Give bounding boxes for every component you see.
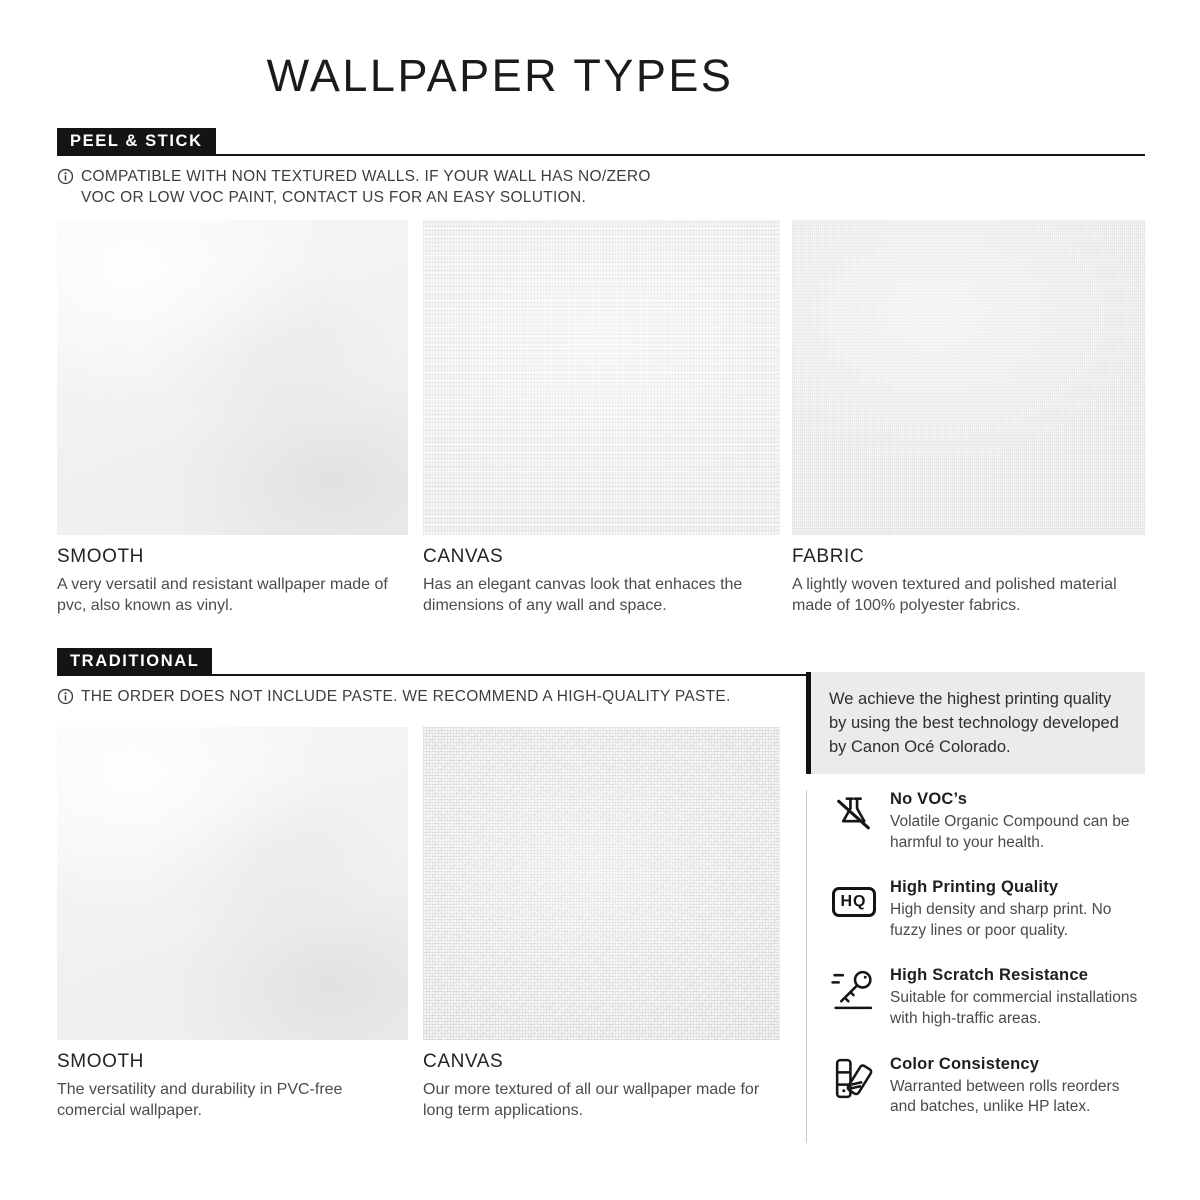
smooth-texture-sample xyxy=(57,727,408,1040)
caption xyxy=(792,546,1145,616)
caption xyxy=(423,1051,780,1121)
traditional-note xyxy=(57,687,731,708)
feature-color-consistency xyxy=(830,1055,1145,1118)
canvas-texture-sample xyxy=(423,220,780,535)
caption xyxy=(423,546,780,616)
feature-text xyxy=(890,790,1145,853)
swatch-name: FABRIC xyxy=(792,546,865,567)
peel-stick-canvas-column xyxy=(423,220,780,616)
feature-title: High Printing Quality xyxy=(890,878,1059,897)
swatch-description: The versatility and durability in PVC-free comercial wallpaper. xyxy=(57,1081,343,1120)
printing-quality-quote: We achieve the highest printing quality by using the best technology developed by Canon Océ Colorado. xyxy=(806,672,1145,774)
info-icon xyxy=(57,688,74,705)
feature-scratch-resistance xyxy=(830,966,1145,1029)
caption xyxy=(57,1051,408,1121)
peel-stick-note xyxy=(57,167,661,209)
feature-title: High Scratch Resistance xyxy=(890,966,1089,985)
feature-title: Color Consistency xyxy=(890,1054,1040,1073)
color-swatches-icon xyxy=(830,1055,877,1102)
peel-stick-section-header xyxy=(57,128,1145,156)
page-title: WALLPAPER TYPES xyxy=(266,50,734,101)
hq-badge-label: HQ xyxy=(832,887,876,917)
feature-text xyxy=(890,1055,1145,1118)
swatch-description: A lightly woven textured and polished material made of 100% polyester fabrics. xyxy=(792,576,1117,615)
hq-badge-icon xyxy=(830,878,877,925)
feature-list xyxy=(806,790,1145,1143)
feature-text xyxy=(890,966,1145,1029)
canvas-texture-sample xyxy=(423,727,780,1040)
info-icon xyxy=(57,168,74,185)
swatch-name: SMOOTH xyxy=(57,1051,144,1072)
feature-description: Warranted between rolls reorders and batches, unlike HP latex. xyxy=(890,1077,1120,1116)
feature-description: Suitable for commercial installations with high-traffic areas. xyxy=(890,989,1138,1028)
swatch-name: CANVAS xyxy=(423,1051,504,1072)
traditional-label: TRADITIONAL xyxy=(57,648,212,674)
smooth-texture-sample xyxy=(57,220,408,535)
feature-no-vocs xyxy=(830,790,1145,853)
swatch-description: Has an elegant canvas look that enhaces the dimensions of any wall and space. xyxy=(423,576,743,615)
traditional-smooth-column xyxy=(57,727,408,1121)
swatch-name: SMOOTH xyxy=(57,546,144,567)
traditional-canvas-column xyxy=(423,727,780,1121)
no-voc-flask-icon xyxy=(830,790,877,837)
feature-description: High density and sharp print. No fuzzy lines or poor quality. xyxy=(890,901,1112,939)
fabric-texture-sample xyxy=(792,220,1145,535)
feature-title: No VOC’s xyxy=(890,790,968,808)
feature-high-printing-quality xyxy=(830,878,1145,941)
scratch-key-icon xyxy=(830,966,877,1013)
feature-description: Volatile Organic Compound can be harmful to your health. xyxy=(890,813,1130,851)
swatch-description: A very versatil and resistant wallpaper made of pvc, also known as vinyl. xyxy=(57,576,388,615)
swatch-description: Our more textured of all our wallpaper made for long term applications. xyxy=(423,1081,760,1120)
traditional-note-text: THE ORDER DOES NOT INCLUDE PASTE. WE RECOMMEND A HIGH-QUALITY PASTE. xyxy=(81,688,731,705)
swatch-name: CANVAS xyxy=(423,546,504,567)
peel-stick-label: PEEL & STICK xyxy=(57,128,216,154)
caption xyxy=(57,546,408,616)
peel-stick-smooth-column xyxy=(57,220,408,616)
peel-stick-note-text: COMPATIBLE WITH NON TEXTURED WALLS. IF YOUR WALL HAS NO/ZERO VOC OR LOW VOC PAINT, CONTACT US FOR AN EASY SOLUTION. xyxy=(81,168,651,206)
peel-stick-fabric-column xyxy=(792,220,1145,616)
feature-text xyxy=(890,878,1145,941)
